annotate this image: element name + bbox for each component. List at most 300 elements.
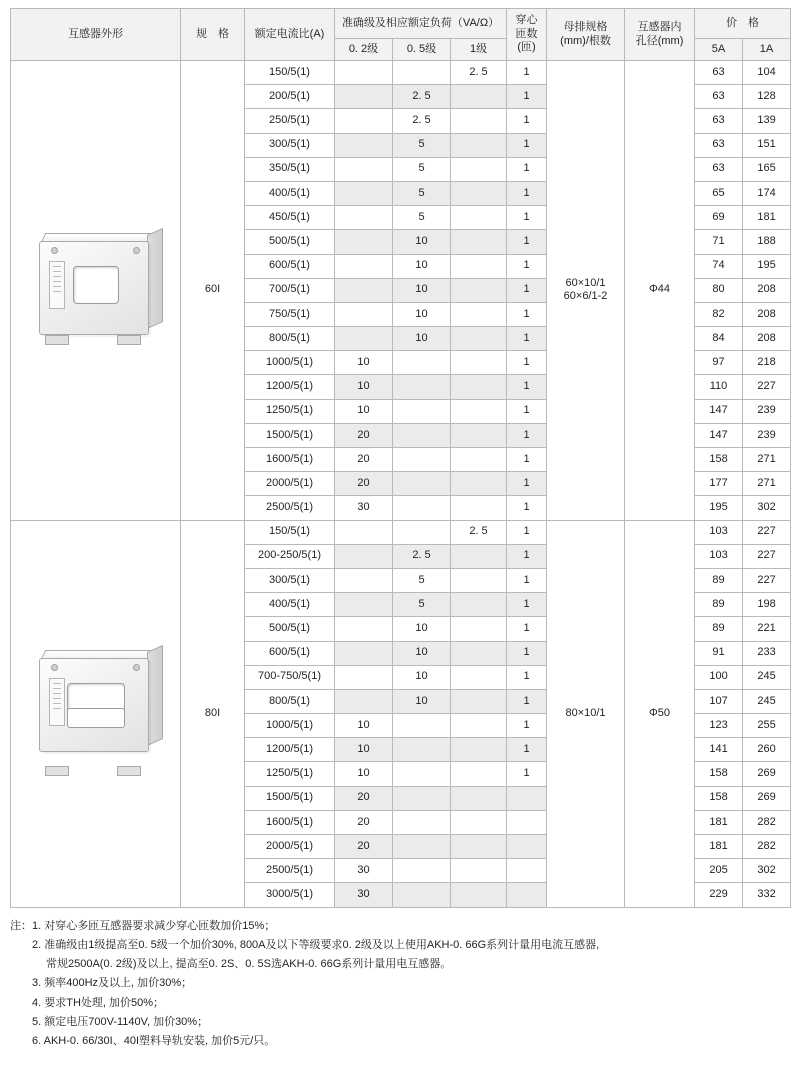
cell-price-5a: 158: [695, 786, 743, 810]
cell-price-5a: 181: [695, 835, 743, 859]
cell-ratio: 1200/5(1): [245, 375, 335, 399]
cell-price-5a: 103: [695, 544, 743, 568]
cell-price-5a: 229: [695, 883, 743, 907]
cell-price-5a: 97: [695, 351, 743, 375]
cell-price-5a: 107: [695, 689, 743, 713]
cell-acc-1: [451, 641, 507, 665]
cell-acc-05: 10: [393, 230, 451, 254]
cell-turns: 1: [507, 617, 547, 641]
cell-price-1a: 221: [743, 617, 791, 641]
cell-acc-05: [393, 399, 451, 423]
cell-price-5a: 63: [695, 109, 743, 133]
cell-acc-1: [451, 593, 507, 617]
cell-acc-05: 5: [393, 181, 451, 205]
cell-turns: 1: [507, 593, 547, 617]
cell-acc-1: 2. 5: [451, 520, 507, 544]
notes-label: 注：: [10, 919, 32, 932]
cell-acc-05: [393, 810, 451, 834]
cell-acc-1: [451, 278, 507, 302]
cell-turns: 1: [507, 448, 547, 472]
cell-price-1a: 165: [743, 157, 791, 181]
table-row: [11, 520, 791, 544]
col-busbar: [547, 9, 625, 61]
ct-foot-right: [117, 335, 141, 345]
cell-acc-1: [451, 351, 507, 375]
cell-price-1a: 227: [743, 568, 791, 592]
cell-price-5a: 177: [695, 472, 743, 496]
cell-turns: 1: [507, 375, 547, 399]
cell-acc-02: [335, 327, 393, 351]
cell-turns: 1: [507, 278, 547, 302]
cell-price-1a: 208: [743, 302, 791, 326]
cell-acc-05: 5: [393, 206, 451, 230]
cell-acc-02: [335, 302, 393, 326]
cell-turns: 1: [507, 496, 547, 520]
cell-price-5a: 63: [695, 133, 743, 157]
cell-acc-05: 10: [393, 665, 451, 689]
cell-ratio: 1500/5(1): [245, 786, 335, 810]
cell-acc-1: [451, 181, 507, 205]
cell-busbar: 60×10/1 60×6/1-2: [547, 61, 625, 521]
cell-ratio: 250/5(1): [245, 109, 335, 133]
col-hole-l2: 孔径(mm): [635, 34, 684, 47]
cell-price-1a: 208: [743, 327, 791, 351]
col-turns-l3: (匝): [517, 41, 536, 54]
cell-turns: 1: [507, 181, 547, 205]
col-acc-05: 0. 5级: [393, 39, 451, 61]
cell-acc-02: [335, 689, 393, 713]
cell-acc-05: [393, 738, 451, 762]
ct-foot-right: [117, 766, 141, 776]
cell-turns: 1: [507, 230, 547, 254]
cell-price-5a: 63: [695, 61, 743, 85]
note-line-4: [10, 994, 790, 1013]
cell-acc-1: [451, 448, 507, 472]
cell-turns: 1: [507, 206, 547, 230]
cell-acc-1: [451, 423, 507, 447]
cell-acc-1: [451, 544, 507, 568]
table-body: [11, 61, 791, 908]
cell-acc-1: [451, 738, 507, 762]
cell-price-5a: 91: [695, 641, 743, 665]
cell-acc-1: [451, 859, 507, 883]
table-row: [11, 61, 791, 85]
cell-price-1a: 181: [743, 206, 791, 230]
col-price-5a: 5A: [695, 39, 743, 61]
cell-price-1a: 233: [743, 641, 791, 665]
cell-price-5a: 63: [695, 157, 743, 181]
cell-price-5a: 100: [695, 665, 743, 689]
cell-acc-1: [451, 689, 507, 713]
cell-price-1a: 282: [743, 835, 791, 859]
cell-ratio: 700/5(1): [245, 278, 335, 302]
col-accuracy-group: 准确级及相应额定负荷（VA/Ω）: [335, 9, 507, 39]
ct-foot-left: [45, 335, 69, 345]
cell-price-1a: 174: [743, 181, 791, 205]
cell-acc-1: [451, 230, 507, 254]
cell-ratio: 800/5(1): [245, 327, 335, 351]
cell-ratio: 400/5(1): [245, 593, 335, 617]
cell-acc-05: 10: [393, 302, 451, 326]
cell-acc-02: 10: [335, 738, 393, 762]
cell-acc-02: [335, 133, 393, 157]
cell-acc-05: [393, 61, 451, 85]
cell-acc-05: 2. 5: [393, 85, 451, 109]
cell-acc-02: [335, 85, 393, 109]
cell-ratio: 3000/5(1): [245, 883, 335, 907]
cell-acc-05: [393, 883, 451, 907]
cell-acc-1: [451, 254, 507, 278]
cell-price-1a: 104: [743, 61, 791, 85]
cell-acc-02: [335, 157, 393, 181]
cell-price-1a: 260: [743, 738, 791, 762]
cell-turns: 1: [507, 423, 547, 447]
cell-price-1a: 227: [743, 544, 791, 568]
cell-acc-1: [451, 302, 507, 326]
ct-window-secondary: [67, 708, 125, 728]
cell-acc-02: [335, 617, 393, 641]
cell-acc-02: 20: [335, 786, 393, 810]
ct-side-face: [147, 228, 163, 329]
cell-turns: 1: [507, 568, 547, 592]
cell-price-5a: 147: [695, 423, 743, 447]
cell-hole: Φ50: [625, 520, 695, 907]
ct-shape-cell: [11, 520, 181, 907]
cell-acc-1: [451, 714, 507, 738]
cell-acc-02: [335, 230, 393, 254]
cell-price-5a: 205: [695, 859, 743, 883]
note-item-5: 5. 额定电压700V-1140V, 加价30%；: [32, 1015, 209, 1028]
ct-illustration: [21, 231, 171, 349]
cell-ratio: 750/5(1): [245, 302, 335, 326]
cell-acc-1: 2. 5: [451, 61, 507, 85]
ct-screw: [133, 247, 140, 254]
cell-turns: 1: [507, 157, 547, 181]
cell-turns: 1: [507, 254, 547, 278]
cell-acc-02: [335, 641, 393, 665]
note-line-2: [10, 955, 790, 974]
ct-screw: [51, 664, 58, 671]
cell-price-5a: 147: [695, 399, 743, 423]
cell-acc-05: [393, 472, 451, 496]
cell-price-1a: 139: [743, 109, 791, 133]
note-item-2: 2. 准确级由1级提高至0. 5级一个加价30%, 800A及以下等级要求0. 2级及以上使用AKH-0. 66G系列计量用电流互感器,: [32, 938, 600, 951]
cell-acc-05: [393, 351, 451, 375]
cell-acc-02: [335, 544, 393, 568]
cell-acc-05: 5: [393, 157, 451, 181]
cell-acc-1: [451, 472, 507, 496]
cell-ratio: 2500/5(1): [245, 496, 335, 520]
cell-turns: 1: [507, 472, 547, 496]
note-line-5: [10, 1013, 790, 1032]
cell-acc-02: [335, 109, 393, 133]
cell-acc-02: 30: [335, 883, 393, 907]
ct-nameplate: [49, 261, 65, 309]
cell-acc-02: 20: [335, 810, 393, 834]
cell-acc-1: [451, 835, 507, 859]
cell-turns: 1: [507, 665, 547, 689]
cell-acc-05: 10: [393, 254, 451, 278]
cell-ratio: 1000/5(1): [245, 351, 335, 375]
cell-price-5a: 141: [695, 738, 743, 762]
cell-price-1a: 239: [743, 423, 791, 447]
cell-acc-05: [393, 520, 451, 544]
cell-acc-05: 5: [393, 133, 451, 157]
cell-price-1a: 151: [743, 133, 791, 157]
cell-acc-1: [451, 568, 507, 592]
cell-price-5a: 84: [695, 327, 743, 351]
cell-acc-02: [335, 61, 393, 85]
cell-ratio: 2000/5(1): [245, 835, 335, 859]
cell-ratio: 200/5(1): [245, 85, 335, 109]
cell-acc-1: [451, 85, 507, 109]
cell-acc-05: 10: [393, 617, 451, 641]
cell-acc-02: 20: [335, 448, 393, 472]
cell-acc-02: [335, 568, 393, 592]
cell-turns: 1: [507, 520, 547, 544]
cell-price-1a: 208: [743, 278, 791, 302]
cell-ratio: 800/5(1): [245, 689, 335, 713]
ct-spec-table: [10, 8, 791, 908]
note-item-6: 6. AKH-0. 66/30I、40I塑料导轨安装, 加价5元/只。: [32, 1035, 276, 1048]
cell-acc-02: 20: [335, 423, 393, 447]
cell-hole: Φ44: [625, 61, 695, 521]
cell-acc-05: [393, 762, 451, 786]
cell-acc-05: [393, 496, 451, 520]
cell-acc-1: [451, 883, 507, 907]
cell-price-5a: 110: [695, 375, 743, 399]
cell-ratio: 1250/5(1): [245, 762, 335, 786]
cell-turns: 1: [507, 302, 547, 326]
cell-acc-02: 10: [335, 375, 393, 399]
cell-price-5a: 195: [695, 496, 743, 520]
cell-turns: 1: [507, 714, 547, 738]
cell-turns: 1: [507, 738, 547, 762]
cell-price-1a: 128: [743, 85, 791, 109]
table-head: [11, 9, 791, 61]
ct-model-cell: 60I: [181, 61, 245, 521]
note-line-3: [10, 974, 790, 993]
cell-price-5a: 63: [695, 85, 743, 109]
cell-acc-1: [451, 496, 507, 520]
cell-acc-05: [393, 859, 451, 883]
cell-acc-1: [451, 375, 507, 399]
cell-turns: 1: [507, 762, 547, 786]
cell-turns: 1: [507, 61, 547, 85]
cell-ratio: 1200/5(1): [245, 738, 335, 762]
cell-turns: 1: [507, 351, 547, 375]
cell-acc-02: 10: [335, 351, 393, 375]
cell-price-5a: 74: [695, 254, 743, 278]
cell-price-5a: 89: [695, 593, 743, 617]
cell-ratio: 500/5(1): [245, 230, 335, 254]
cell-turns: 1: [507, 327, 547, 351]
cell-acc-1: [451, 109, 507, 133]
cell-price-1a: 282: [743, 810, 791, 834]
cell-acc-02: [335, 181, 393, 205]
cell-acc-1: [451, 157, 507, 181]
cell-price-1a: 245: [743, 689, 791, 713]
cell-acc-05: [393, 448, 451, 472]
cell-ratio: 1600/5(1): [245, 448, 335, 472]
cell-ratio: 150/5(1): [245, 520, 335, 544]
cell-acc-05: 10: [393, 641, 451, 665]
cell-ratio: 150/5(1): [245, 61, 335, 85]
cell-price-5a: 82: [695, 302, 743, 326]
note-line-1: [10, 936, 790, 955]
col-acc-1: 1级: [451, 39, 507, 61]
cell-acc-02: 20: [335, 835, 393, 859]
cell-price-1a: 239: [743, 399, 791, 423]
cell-price-5a: 181: [695, 810, 743, 834]
cell-turns: 1: [507, 85, 547, 109]
cell-price-1a: 302: [743, 859, 791, 883]
cell-turns: [507, 810, 547, 834]
col-model: 规 格: [181, 9, 245, 61]
cell-price-1a: 302: [743, 496, 791, 520]
cell-acc-05: 2. 5: [393, 109, 451, 133]
cell-acc-05: [393, 835, 451, 859]
cell-ratio: 1500/5(1): [245, 423, 335, 447]
cell-ratio: 700-750/5(1): [245, 665, 335, 689]
notes-block: [10, 917, 790, 1052]
ct-shape-cell: [11, 61, 181, 521]
cell-price-1a: 195: [743, 254, 791, 278]
col-ratio: 额定电流比(A): [245, 9, 335, 61]
ct-model-cell: 80I: [181, 520, 245, 907]
cell-price-5a: 158: [695, 762, 743, 786]
cell-acc-02: 10: [335, 762, 393, 786]
cell-price-1a: 269: [743, 762, 791, 786]
cell-ratio: 400/5(1): [245, 181, 335, 205]
cell-acc-02: 30: [335, 859, 393, 883]
cell-acc-1: [451, 786, 507, 810]
cell-ratio: 300/5(1): [245, 133, 335, 157]
note-item-1: 1. 对穿心多匝互感器要求减少穿心匝数加价15%；: [32, 919, 276, 932]
ct-nameplate: [49, 678, 65, 726]
cell-acc-05: 10: [393, 689, 451, 713]
cell-acc-02: [335, 254, 393, 278]
cell-acc-05: [393, 786, 451, 810]
cell-acc-05: 5: [393, 593, 451, 617]
cell-acc-05: [393, 714, 451, 738]
col-hole-l1: 互感器内: [637, 20, 682, 33]
note-item-2b: 常规2500A(0. 2级)及以上, 提高至0. 2S、0. 5S选AKH-0. 66G系列计量用电互感器。: [46, 958, 452, 971]
cell-price-1a: 271: [743, 448, 791, 472]
cell-ratio: 350/5(1): [245, 157, 335, 181]
cell-turns: [507, 883, 547, 907]
cell-acc-02: [335, 278, 393, 302]
cell-price-5a: 158: [695, 448, 743, 472]
col-acc-02: 0. 2级: [335, 39, 393, 61]
cell-price-1a: 332: [743, 883, 791, 907]
cell-price-5a: 89: [695, 617, 743, 641]
cell-price-1a: 218: [743, 351, 791, 375]
col-price-group: 价 格: [695, 9, 791, 39]
cell-price-5a: 71: [695, 230, 743, 254]
cell-ratio: 1600/5(1): [245, 810, 335, 834]
cell-ratio: 1000/5(1): [245, 714, 335, 738]
cell-turns: 1: [507, 109, 547, 133]
cell-turns: [507, 786, 547, 810]
cell-busbar: 80×10/1: [547, 520, 625, 907]
col-price-1a: 1A: [743, 39, 791, 61]
cell-turns: 1: [507, 641, 547, 665]
cell-acc-1: [451, 133, 507, 157]
cell-acc-05: [393, 375, 451, 399]
cell-ratio: 300/5(1): [245, 568, 335, 592]
cell-acc-02: [335, 520, 393, 544]
cell-price-1a: 255: [743, 714, 791, 738]
cell-acc-1: [451, 327, 507, 351]
cell-ratio: 600/5(1): [245, 641, 335, 665]
cell-price-5a: 123: [695, 714, 743, 738]
cell-acc-02: [335, 593, 393, 617]
col-shape: 互感器外形: [11, 9, 181, 61]
cell-turns: 1: [507, 689, 547, 713]
cell-turns: 1: [507, 399, 547, 423]
cell-turns: 1: [507, 544, 547, 568]
cell-turns: [507, 859, 547, 883]
cell-acc-02: 30: [335, 496, 393, 520]
cell-price-5a: 80: [695, 278, 743, 302]
cell-price-5a: 65: [695, 181, 743, 205]
header-row-1: [11, 9, 791, 39]
cell-acc-02: 20: [335, 472, 393, 496]
cell-ratio: 450/5(1): [245, 206, 335, 230]
col-hole: [625, 9, 695, 61]
col-turns-l2: 匝数: [515, 27, 538, 40]
cell-price-5a: 69: [695, 206, 743, 230]
cell-acc-1: [451, 810, 507, 834]
note-item-3: 3. 频率400Hz及以上, 加价30%；: [32, 977, 193, 990]
ct-side-face: [147, 644, 163, 745]
cell-acc-02: 10: [335, 399, 393, 423]
cell-acc-02: [335, 206, 393, 230]
note-line-0: [10, 917, 790, 936]
cell-price-1a: 227: [743, 375, 791, 399]
cell-ratio: 2000/5(1): [245, 472, 335, 496]
col-busbar-l1: 母排规格: [563, 20, 608, 33]
cell-acc-05: 5: [393, 568, 451, 592]
col-turns: [507, 9, 547, 61]
ct-screw: [51, 247, 58, 254]
cell-turns: [507, 835, 547, 859]
cell-acc-02: [335, 665, 393, 689]
note-line-6: [10, 1032, 790, 1051]
cell-acc-05: 10: [393, 327, 451, 351]
cell-acc-05: [393, 423, 451, 447]
col-busbar-l2: (mm)/根数: [560, 34, 611, 47]
cell-price-1a: 198: [743, 593, 791, 617]
cell-acc-05: 10: [393, 278, 451, 302]
cell-acc-05: 2. 5: [393, 544, 451, 568]
cell-price-1a: 245: [743, 665, 791, 689]
cell-price-1a: 271: [743, 472, 791, 496]
ct-foot-left: [45, 766, 69, 776]
cell-price-5a: 103: [695, 520, 743, 544]
cell-ratio: 1250/5(1): [245, 399, 335, 423]
cell-acc-1: [451, 399, 507, 423]
cell-price-5a: 89: [695, 568, 743, 592]
cell-ratio: 500/5(1): [245, 617, 335, 641]
cell-ratio: 200-250/5(1): [245, 544, 335, 568]
cell-price-1a: 227: [743, 520, 791, 544]
note-item-4: 4. 要求TH处理, 加价50%；: [32, 996, 165, 1009]
cell-price-1a: 269: [743, 786, 791, 810]
ct-window: [73, 266, 119, 304]
ct-illustration: [21, 648, 171, 780]
